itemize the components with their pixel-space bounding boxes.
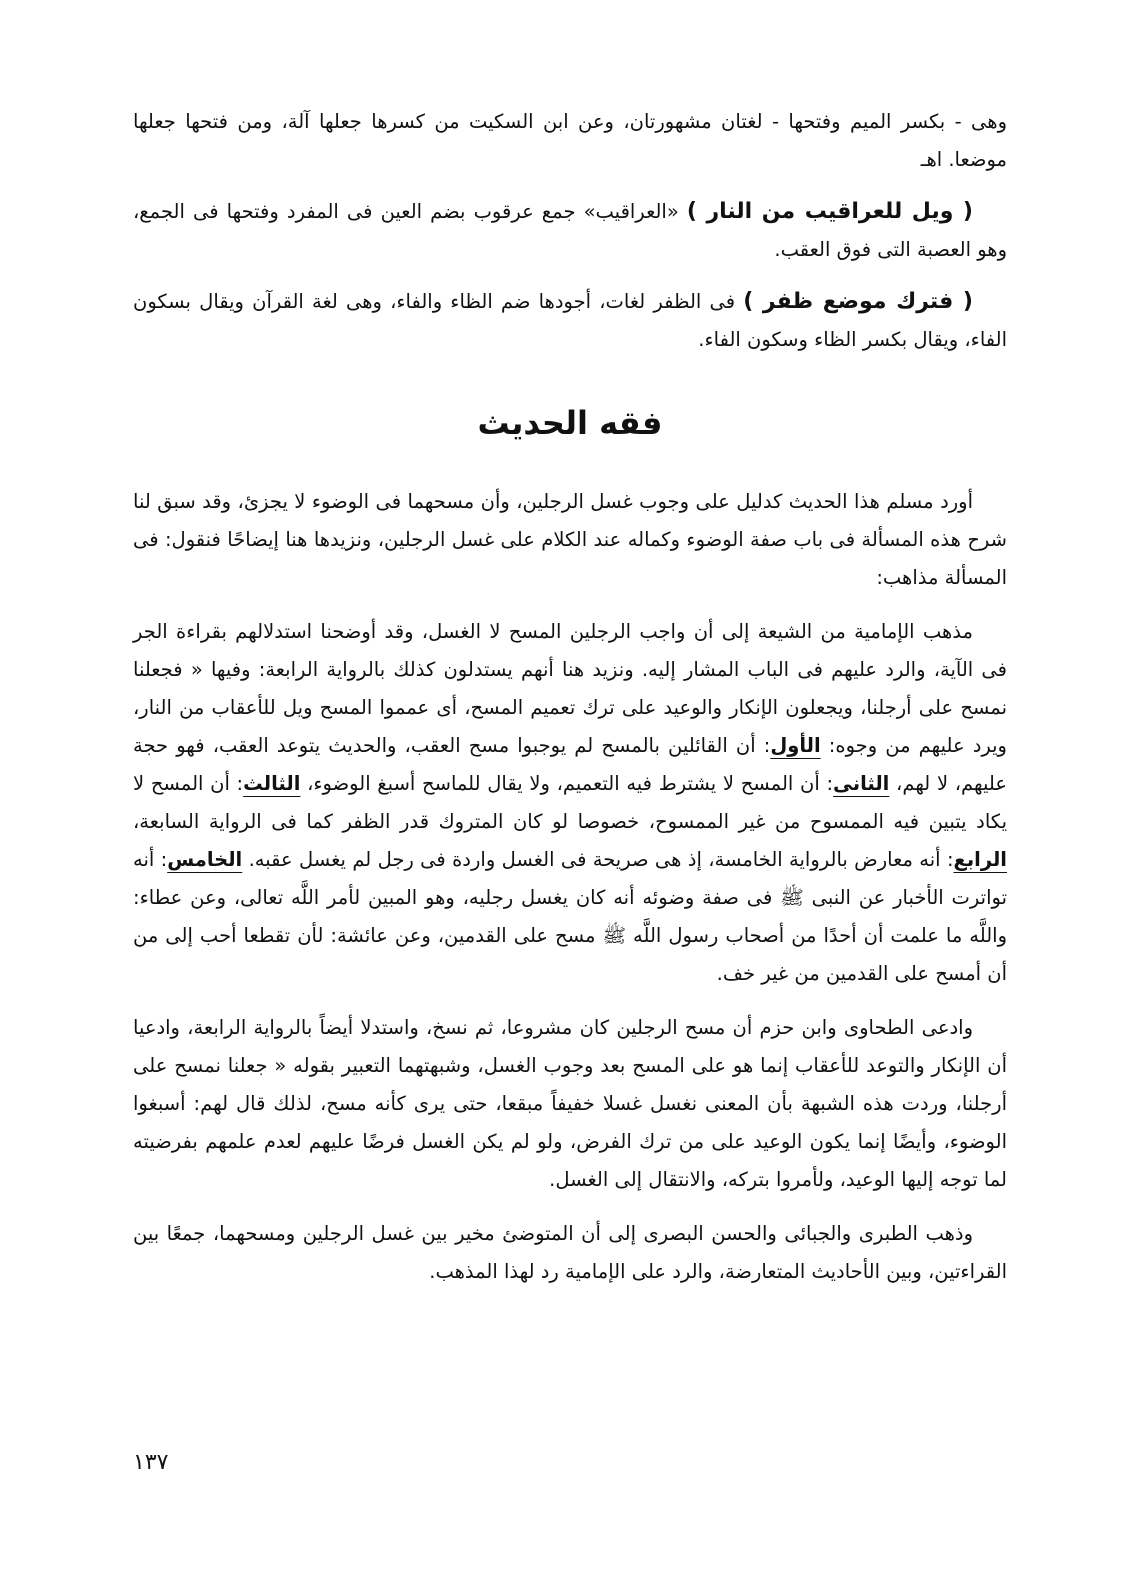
gloss-text-heels: «العراقيب» جمع عرقوب بضم العين فى المفرد وفتحها فى الجمع، وهو العصبة التى فوق العقب. — [133, 200, 1007, 261]
gloss-text-nail: فى الظفر لغات، أجودها ضم الظاء والفاء، وهى لغة القرآن ويقال بسكون الفاء، ويقال بكسر الظاء وسكون الفاء. — [133, 290, 1007, 351]
paragraph-tahawi: وادعى الطحاوى وابن حزم أن مسح الرجلين كان مشروعا، ثم نسخ، واستدلا أيضاً بالرواية الرابعة، وادعيا أن الإنكار والتوعد للأعقاب إنما هو على المسح بعد وجوب الغسل، وشبهتهما التعبير بقوله « جعلنا نمسح على أرجلنا، وردت هذه الشبهة بأن المعنى نغسل غسلا خفيفاً مبقعا، حتى يرى كأنه مسح، لذلك قال لهم: أسبغوا الوضوء، وأيضًا إنما يكون الوعيد على من ترك الفرض، ولو لم يكن الغسل فرضًا عليهم لعدم علمهم بفرضيته لما توجه إليها الوعيد، ولأمروا بتركه، والانتقال إلى الغسل. — [133, 1016, 1007, 1191]
gloss-term-heels: ( ويل للعراقيب من النار ) — [686, 199, 973, 224]
gloss-paragraph-heels — [133, 193, 1007, 269]
paragraph-text: : أنه تواترت الأخبار عن النبى ﷺ فى صفة وضوئه أنه كان يغسل رجليه، وهو المبين لأمر اللَّه تعالى، وعن عطاء: واللَّه ما علمت أن أحدًا من أصحاب رسول اللَّه ﷺ مسح على القدمين، وعن عائشة: لأن تقطعا أحب إلى من أن أمسح على القدمين من غير خف. — [133, 848, 1007, 985]
point-first: الأول — [770, 734, 821, 757]
point-fourth: الرابع — [953, 848, 1007, 871]
paragraph-tabari: وذهب الطبرى والجبائى والحسن البصرى إلى أن المتوضئ مخير بين غسل الرجلين ومسحهما، جمعًا بين القراءتين، وبين الأحاديث المتعارضة، والرد على الإمامية رد لهذا المذهب. — [133, 1222, 1007, 1283]
paragraph-text: : أنه معارض بالرواية الخامسة، إذ هى صريحة فى الغسل واردة فى رجل لم يغسل عقبه. — [242, 848, 954, 871]
point-second: الثانى — [833, 772, 890, 795]
paragraph-text: : أن القائلين بالمسح لم يوجبوا مسح العقب، والحديث يتوعد العقب، فهو حجة عليهم، لا لهم، — [133, 734, 1007, 795]
gloss-term-nail: ( فترك موضع ظفر ) — [743, 289, 973, 314]
paragraph-text: : أن المسح لا يشترط فيه التعميم، ولا يقال للماسح أسبغ الوضوء، — [300, 772, 834, 795]
paragraph-imamiyya — [133, 613, 1007, 993]
gloss-paragraph-nail — [133, 283, 1007, 359]
point-third: الثالث — [243, 772, 301, 795]
section-heading: فقه الحديث — [477, 404, 663, 442]
document-page — [133, 103, 1007, 1291]
paragraph-intro-fiqh: أورد مسلم هذا الحديث كدليل على وجوب غسل الرجلين، وأن مسحهما فى الوضوء لا يجزئ، وقد سبق لنا شرح هذه المسألة فى باب صفة الوضوء وكماله عند الكلام على غسل الرجلين، ونزيدها هنا إيضاحًا فنقول: فى المسألة مذاهب: — [133, 490, 1007, 589]
paragraph-text: مذهب الإمامية من الشيعة إلى أن واجب الرجلين المسح لا الغسل، وقد أوضحنا استدلالهم بقراءة الجر فى الآية، والرد عليهم فى الباب المشار إليه. ونزيد هنا أنهم يستدلون كذلك بالرواية الرابعة: وفيها « فجعلنا نمسح على أرجلنا، ويجعلون الإنكار والوعيد على ترك تعميم المسح، أى عمموا المسح ويل للأعقاب من النار، ويرد عليهم من وجوه: — [133, 620, 1007, 757]
intro-paragraph: وهى - بكسر الميم وفتحها - لغتان مشهورتان، وعن ابن السكيت من كسرها جعلها آلة، ومن فتحها جعلها موضعا. اهـ — [133, 110, 1007, 171]
page-number: ١٣٧ — [133, 1450, 169, 1475]
paragraph-text: : أن المسح لا يكاد يتبين فيه الممسوح من غير الممسوح، خصوصا لو كان المتروك قدر الظفر كما فى الرواية السابعة، — [133, 772, 1007, 833]
point-fifth: الخامس — [167, 848, 243, 871]
